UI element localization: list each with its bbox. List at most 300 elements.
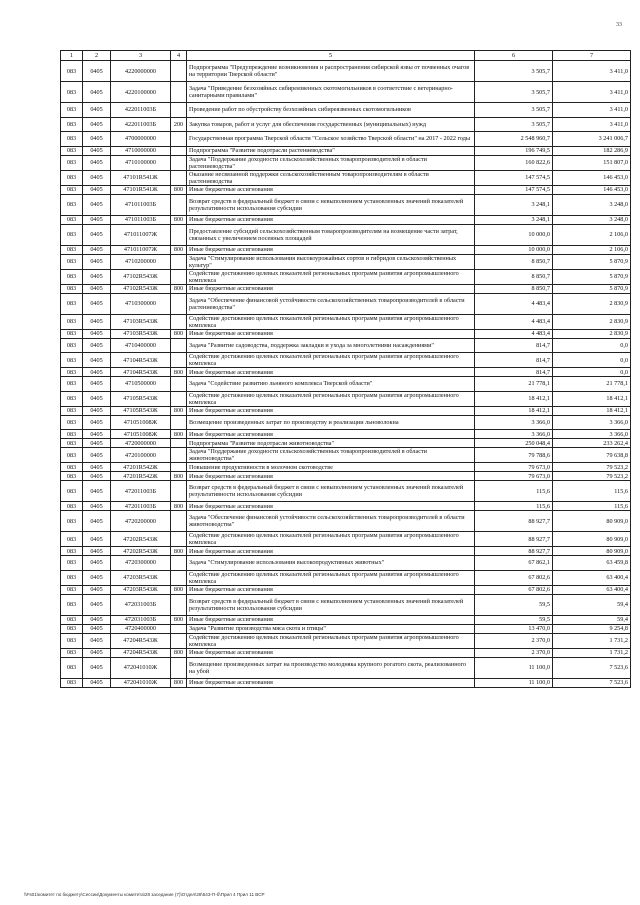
amount-col6-cell: 3 505,7	[475, 61, 553, 82]
amount-col6-cell: 79 673,0	[475, 472, 553, 481]
amount-col6-cell: 3 505,7	[475, 117, 553, 132]
item-name-cell: Содействие достижению целевых показателей региональных программ развития агропромышленного комплекса	[187, 391, 475, 406]
expense-type-code-cell: 800	[171, 472, 187, 481]
target-article-code-cell: 4710200000	[111, 254, 171, 269]
amount-col7-cell: 3 248,0	[553, 215, 631, 224]
section-code-cell: 0405	[83, 155, 111, 170]
table-row	[61, 648, 631, 657]
header-cell: 7	[553, 51, 631, 61]
item-name-cell: Задача "Приведение безхозяйных сибиреязвенных скотомогильников в соответствие с ветеринарно-санитарными правилами"	[187, 82, 475, 103]
ministry-code-cell: 083	[61, 415, 83, 430]
item-name-cell: Подпрограмма "Развитие подотрасли растениеводства"	[187, 146, 475, 155]
table-row	[61, 338, 631, 353]
expense-type-code-cell	[171, 61, 187, 82]
item-name-cell: Задача "Обеспечение финансовой устойчивости сельскохозяйственных товаропроизводителей в области животноводства"	[187, 511, 475, 532]
section-code-cell: 0405	[83, 615, 111, 624]
target-article-code-cell: 472041010Ж	[111, 678, 171, 687]
ministry-code-cell: 083	[61, 648, 83, 657]
ministry-code-cell: 083	[61, 556, 83, 571]
expense-type-code-cell: 800	[171, 245, 187, 254]
amount-col6-cell: 2 370,0	[475, 633, 553, 648]
amount-col7-cell: 63 400,4	[553, 585, 631, 594]
expense-type-code-cell	[171, 194, 187, 215]
amount-col6-cell: 196 749,5	[475, 146, 553, 155]
ministry-code-cell: 083	[61, 269, 83, 284]
expense-type-code-cell: 800	[171, 502, 187, 511]
target-article-code-cell: 4720100000	[111, 448, 171, 463]
ministry-code-cell: 083	[61, 245, 83, 254]
item-name-cell: Содействие достижению целевых показателей региональных программ развития агропромышленного комплекса	[187, 269, 475, 284]
item-name-cell: Содействие достижению целевых показателей региональных программ развития агропромышленного комплекса	[187, 353, 475, 368]
section-code-cell: 0405	[83, 648, 111, 657]
section-code-cell: 0405	[83, 439, 111, 448]
ministry-code-cell: 083	[61, 633, 83, 648]
item-name-cell: Иные бюджетные ассигнования	[187, 284, 475, 293]
table-row	[61, 624, 631, 633]
expense-type-code-cell	[171, 353, 187, 368]
expense-type-code-cell	[171, 146, 187, 155]
item-name-cell: Содействие достижению целевых показателей региональных программ развития агропромышленного комплекса	[187, 570, 475, 585]
header-cell: 4	[171, 51, 187, 61]
table-row	[61, 170, 631, 185]
item-name-cell: Подпрограмма "Развитие подотрасли животноводства"	[187, 439, 475, 448]
amount-col6-cell: 147 574,5	[475, 185, 553, 194]
target-article-code-cell: 471011003Б	[111, 194, 171, 215]
amount-col6-cell: 3 505,7	[475, 82, 553, 103]
header-cell: 2	[83, 51, 111, 61]
amount-col7-cell: 2 830,9	[553, 293, 631, 314]
expense-type-code-cell: 800	[171, 585, 187, 594]
amount-col6-cell: 4 483,4	[475, 314, 553, 329]
target-article-code-cell: 4710400000	[111, 338, 171, 353]
section-code-cell: 0405	[83, 194, 111, 215]
expense-type-code-cell	[171, 532, 187, 547]
amount-col7-cell: 3 241 006,7	[553, 132, 631, 147]
amount-col7-cell: 63 459,8	[553, 556, 631, 571]
section-code-cell: 0405	[83, 624, 111, 633]
ministry-code-cell: 083	[61, 511, 83, 532]
section-code-cell: 0405	[83, 594, 111, 615]
table-row	[61, 678, 631, 687]
target-article-code-cell: 47203R543Ж	[111, 570, 171, 585]
section-code-cell: 0405	[83, 472, 111, 481]
expense-type-code-cell	[171, 103, 187, 118]
table-row	[61, 155, 631, 170]
amount-col7-cell: 0,0	[553, 368, 631, 377]
header-cell: 5	[187, 51, 475, 61]
section-code-cell: 0405	[83, 368, 111, 377]
expense-type-code-cell	[171, 338, 187, 353]
table-row	[61, 146, 631, 155]
ministry-code-cell: 083	[61, 594, 83, 615]
target-article-code-cell: 471011007Ж	[111, 245, 171, 254]
expense-type-code-cell: 800	[171, 329, 187, 338]
target-article-code-cell: 47105R543Ж	[111, 406, 171, 415]
target-article-code-cell: 47103R543Ж	[111, 314, 171, 329]
amount-col6-cell: 4 483,4	[475, 329, 553, 338]
ministry-code-cell: 083	[61, 314, 83, 329]
table-row	[61, 502, 631, 511]
ministry-code-cell: 083	[61, 132, 83, 147]
table-row	[61, 472, 631, 481]
item-name-cell: Возмещение произведенных затрат на производство молодняка крупного рогатого скота, реализованного на убой	[187, 657, 475, 678]
amount-col7-cell: 21 778,1	[553, 377, 631, 392]
ministry-code-cell: 083	[61, 194, 83, 215]
table-row	[61, 103, 631, 118]
section-code-cell: 0405	[83, 82, 111, 103]
ministry-code-cell: 083	[61, 463, 83, 472]
target-article-code-cell: 47105R543Ж	[111, 391, 171, 406]
amount-col7-cell: 79 638,8	[553, 448, 631, 463]
amount-col6-cell: 115,6	[475, 481, 553, 502]
section-code-cell: 0405	[83, 170, 111, 185]
section-code-cell: 0405	[83, 585, 111, 594]
table-row	[61, 132, 631, 147]
amount-col6-cell: 814,7	[475, 338, 553, 353]
ministry-code-cell: 083	[61, 439, 83, 448]
section-code-cell: 0405	[83, 353, 111, 368]
amount-col7-cell: 233 262,4	[553, 439, 631, 448]
target-article-code-cell: 47104R543Ж	[111, 353, 171, 368]
table-row	[61, 224, 631, 245]
item-name-cell: Задача "Поддержание доходности сельскохозяйственных товаропроизводителей в области животноводства"	[187, 448, 475, 463]
expense-type-code-cell: 800	[171, 185, 187, 194]
expense-type-code-cell	[171, 314, 187, 329]
amount-col6-cell: 2 370,0	[475, 648, 553, 657]
expense-type-code-cell	[171, 132, 187, 147]
table-row	[61, 570, 631, 585]
amount-col7-cell: 63 400,4	[553, 570, 631, 585]
target-article-code-cell: 47202R543Ж	[111, 547, 171, 556]
table-row	[61, 430, 631, 439]
section-code-cell: 0405	[83, 391, 111, 406]
item-name-cell: Содействие достижению целевых показателей региональных программ развития агропромышленного комплекса	[187, 633, 475, 648]
target-article-code-cell: 4220000000	[111, 61, 171, 82]
table-row	[61, 511, 631, 532]
section-code-cell: 0405	[83, 502, 111, 511]
amount-col7-cell: 182 286,9	[553, 146, 631, 155]
ministry-code-cell: 083	[61, 481, 83, 502]
expense-type-code-cell	[171, 511, 187, 532]
table-row	[61, 61, 631, 82]
target-article-code-cell: 47204R543Ж	[111, 648, 171, 657]
amount-col7-cell: 80 909,0	[553, 532, 631, 547]
section-code-cell: 0405	[83, 511, 111, 532]
target-article-code-cell: 47204R543Ж	[111, 633, 171, 648]
section-code-cell: 0405	[83, 570, 111, 585]
section-code-cell: 0405	[83, 61, 111, 82]
target-article-code-cell: 47102R543Ж	[111, 284, 171, 293]
item-name-cell: Задача "Стимулирование использования высокопродуктивных животных"	[187, 556, 475, 571]
section-code-cell: 0405	[83, 314, 111, 329]
amount-col7-cell: 2 830,9	[553, 314, 631, 329]
section-code-cell: 0405	[83, 430, 111, 439]
expense-type-code-cell	[171, 594, 187, 615]
amount-col7-cell: 79 523,2	[553, 472, 631, 481]
item-name-cell: Иные бюджетные ассигнования	[187, 430, 475, 439]
table-row	[61, 391, 631, 406]
ministry-code-cell: 083	[61, 293, 83, 314]
ministry-code-cell: 083	[61, 377, 83, 392]
amount-col7-cell: 3 411,0	[553, 117, 631, 132]
amount-col6-cell: 160 822,6	[475, 155, 553, 170]
ministry-code-cell: 083	[61, 657, 83, 678]
target-article-code-cell: 472011003Б	[111, 481, 171, 502]
table-row	[61, 117, 631, 132]
ministry-code-cell: 083	[61, 547, 83, 556]
item-name-cell: Иные бюджетные ассигнования	[187, 472, 475, 481]
header-cell: 3	[111, 51, 171, 61]
amount-col7-cell: 3 366,0	[553, 430, 631, 439]
item-name-cell: Иные бюджетные ассигнования	[187, 648, 475, 657]
item-name-cell: Иные бюджетные ассигнования	[187, 215, 475, 224]
amount-col6-cell: 67 802,6	[475, 570, 553, 585]
expense-type-code-cell	[171, 293, 187, 314]
ministry-code-cell: 083	[61, 224, 83, 245]
expense-type-code-cell: 800	[171, 406, 187, 415]
item-name-cell: Иные бюджетные ассигнования	[187, 406, 475, 415]
ministry-code-cell: 083	[61, 185, 83, 194]
item-name-cell: Закупка товаров, работ и услуг для обеспечения государственных (муниципальных) нужд	[187, 117, 475, 132]
ministry-code-cell: 083	[61, 615, 83, 624]
amount-col6-cell: 3 366,0	[475, 430, 553, 439]
amount-col7-cell: 3 411,0	[553, 82, 631, 103]
ministry-code-cell: 083	[61, 532, 83, 547]
target-article-code-cell: 47203R543Ж	[111, 585, 171, 594]
item-name-cell: Задача "Стимулирование использования высокоурожайных сортов и гибридов сельскохозяйственных культур"	[187, 254, 475, 269]
section-code-cell: 0405	[83, 448, 111, 463]
expense-type-code-cell	[171, 463, 187, 472]
section-code-cell: 0405	[83, 254, 111, 269]
header-row	[61, 51, 631, 61]
section-code-cell: 0405	[83, 406, 111, 415]
ministry-code-cell: 083	[61, 338, 83, 353]
item-name-cell: Проведение работ по обустройству безхозяйных сибиреязвенных скотомогильников	[187, 103, 475, 118]
amount-col6-cell: 59,5	[475, 594, 553, 615]
amount-col7-cell: 3 411,0	[553, 103, 631, 118]
amount-col7-cell: 9 254,8	[553, 624, 631, 633]
table-row	[61, 532, 631, 547]
amount-col7-cell: 2 106,0	[553, 224, 631, 245]
amount-col6-cell: 59,5	[475, 615, 553, 624]
target-article-code-cell: 47104R543Ж	[111, 368, 171, 377]
file-path-footer: \\Fs01\комитет по бюджету\Сессии\Документы комитета\28 заседание (7)\Отдел\28\543-П-б\Прил 4 Прил 11 ВСР	[24, 892, 265, 897]
table-row	[61, 657, 631, 678]
target-article-code-cell: 47101R541Ж	[111, 185, 171, 194]
amount-col7-cell: 80 909,0	[553, 547, 631, 556]
target-article-code-cell: 4720000000	[111, 439, 171, 448]
section-code-cell: 0405	[83, 103, 111, 118]
ministry-code-cell: 083	[61, 117, 83, 132]
table-row	[61, 284, 631, 293]
item-name-cell: Подпрограмма "Предупреждение возникновения и распространения сибирской язвы от почвенных очагов на территории Тверской области"	[187, 61, 475, 82]
item-name-cell: Оказание несвязанной поддержки сельскохозяйственным товаропроизводителям в области растениеводства	[187, 170, 475, 185]
expense-type-code-cell	[171, 254, 187, 269]
expense-type-code-cell: 800	[171, 648, 187, 657]
amount-col6-cell: 67 862,1	[475, 556, 553, 571]
ministry-code-cell: 083	[61, 284, 83, 293]
section-code-cell: 0405	[83, 329, 111, 338]
amount-col6-cell: 250 048,4	[475, 439, 553, 448]
section-code-cell: 0405	[83, 415, 111, 430]
target-article-code-cell: 47101R541Ж	[111, 170, 171, 185]
amount-col6-cell: 8 850,7	[475, 284, 553, 293]
item-name-cell: Государственная программа Тверской области "Сельское хозяйство Тверской области" на 2017 - 2022 годы	[187, 132, 475, 147]
table-row	[61, 615, 631, 624]
section-code-cell: 0405	[83, 556, 111, 571]
section-code-cell: 0405	[83, 215, 111, 224]
table-row	[61, 194, 631, 215]
section-code-cell: 0405	[83, 678, 111, 687]
header-cell: 1	[61, 51, 83, 61]
item-name-cell: Иные бюджетные ассигнования	[187, 245, 475, 254]
target-article-code-cell: 4710500000	[111, 377, 171, 392]
expense-type-code-cell: 800	[171, 430, 187, 439]
item-name-cell: Повышение продуктивности в молочном скотоводстве	[187, 463, 475, 472]
expense-type-code-cell	[171, 481, 187, 502]
target-article-code-cell: 422011003Б	[111, 117, 171, 132]
expense-type-code-cell	[171, 377, 187, 392]
section-code-cell: 0405	[83, 185, 111, 194]
amount-col7-cell: 7 523,6	[553, 678, 631, 687]
amount-col7-cell: 2 830,9	[553, 329, 631, 338]
table-row	[61, 594, 631, 615]
table-row	[61, 463, 631, 472]
target-article-code-cell: 4710300000	[111, 293, 171, 314]
table-row	[61, 254, 631, 269]
amount-col6-cell: 67 802,6	[475, 585, 553, 594]
table-row	[61, 329, 631, 338]
amount-col6-cell: 18 412,1	[475, 406, 553, 415]
expense-type-code-cell: 200	[171, 117, 187, 132]
table-row	[61, 547, 631, 556]
ministry-code-cell: 083	[61, 215, 83, 224]
ministry-code-cell: 083	[61, 170, 83, 185]
expense-type-code-cell: 800	[171, 615, 187, 624]
amount-col6-cell: 10 000,0	[475, 224, 553, 245]
table-row	[61, 314, 631, 329]
target-article-code-cell: 472011003Б	[111, 502, 171, 511]
amount-col6-cell: 79 788,6	[475, 448, 553, 463]
table-row	[61, 245, 631, 254]
expense-type-code-cell: 800	[171, 215, 187, 224]
amount-col7-cell: 59,4	[553, 615, 631, 624]
ministry-code-cell: 083	[61, 61, 83, 82]
item-name-cell: Иные бюджетные ассигнования	[187, 678, 475, 687]
expense-type-code-cell	[171, 624, 187, 633]
table-row	[61, 406, 631, 415]
target-article-code-cell: 4720300000	[111, 556, 171, 571]
item-name-cell: Возврат средств в федеральный бюджет в связи с невыполнением установленных значений показателей результативности использования субсидии	[187, 194, 475, 215]
amount-col6-cell: 11 100,0	[475, 678, 553, 687]
table-row	[61, 633, 631, 648]
amount-col7-cell: 3 366,0	[553, 415, 631, 430]
amount-col7-cell: 79 523,2	[553, 463, 631, 472]
amount-col7-cell: 3 248,0	[553, 194, 631, 215]
header-cell: 6	[475, 51, 553, 61]
target-article-code-cell: 47102R543Ж	[111, 269, 171, 284]
ministry-code-cell: 083	[61, 472, 83, 481]
target-article-code-cell: 4720400000	[111, 624, 171, 633]
expense-type-code-cell	[171, 415, 187, 430]
section-code-cell: 0405	[83, 532, 111, 547]
amount-col6-cell: 21 778,1	[475, 377, 553, 392]
target-article-code-cell: 47201R542Ж	[111, 472, 171, 481]
amount-col6-cell: 147 574,5	[475, 170, 553, 185]
target-article-code-cell: 472041010Ж	[111, 657, 171, 678]
amount-col7-cell: 18 412,1	[553, 406, 631, 415]
budget-table	[60, 50, 631, 688]
amount-col7-cell: 5 870,9	[553, 254, 631, 269]
section-code-cell: 0405	[83, 224, 111, 245]
item-name-cell: Иные бюджетные ассигнования	[187, 502, 475, 511]
ministry-code-cell: 083	[61, 406, 83, 415]
section-code-cell: 0405	[83, 269, 111, 284]
expense-type-code-cell	[171, 556, 187, 571]
ministry-code-cell: 083	[61, 103, 83, 118]
expense-type-code-cell	[171, 633, 187, 648]
amount-col6-cell: 8 850,7	[475, 269, 553, 284]
table-row	[61, 481, 631, 502]
ministry-code-cell: 083	[61, 585, 83, 594]
target-article-code-cell: 4220100000	[111, 82, 171, 103]
amount-col6-cell: 3 248,1	[475, 215, 553, 224]
table-row	[61, 293, 631, 314]
expense-type-code-cell	[171, 439, 187, 448]
table-row	[61, 82, 631, 103]
ministry-code-cell: 083	[61, 678, 83, 687]
amount-col7-cell: 1 731,2	[553, 633, 631, 648]
amount-col7-cell: 1 731,2	[553, 648, 631, 657]
expense-type-code-cell	[171, 570, 187, 585]
target-article-code-cell: 471011003Б	[111, 215, 171, 224]
amount-col6-cell: 8 850,7	[475, 254, 553, 269]
ministry-code-cell: 083	[61, 329, 83, 338]
amount-col7-cell: 18 412,1	[553, 391, 631, 406]
expense-type-code-cell	[171, 657, 187, 678]
amount-col7-cell: 146 453,0	[553, 170, 631, 185]
expense-type-code-cell	[171, 82, 187, 103]
item-name-cell: Иные бюджетные ассигнования	[187, 185, 475, 194]
amount-col6-cell: 88 927,7	[475, 547, 553, 556]
item-name-cell: Задача "Развитие производства мяса скота и птицы"	[187, 624, 475, 633]
table-row	[61, 269, 631, 284]
target-article-code-cell: 422011003Б	[111, 103, 171, 118]
section-code-cell: 0405	[83, 284, 111, 293]
target-article-code-cell: 4700000000	[111, 132, 171, 147]
amount-col6-cell: 115,6	[475, 502, 553, 511]
ministry-code-cell: 083	[61, 430, 83, 439]
expense-type-code-cell: 800	[171, 547, 187, 556]
amount-col6-cell: 88 927,7	[475, 532, 553, 547]
ministry-code-cell: 083	[61, 146, 83, 155]
ministry-code-cell: 083	[61, 353, 83, 368]
item-name-cell: Возмещение произведенных затрат по производству и реализации льноволокна	[187, 415, 475, 430]
amount-col7-cell: 0,0	[553, 338, 631, 353]
target-article-code-cell: 47202R543Ж	[111, 532, 171, 547]
item-name-cell: Предоставление субсидий сельскохозяйственным товаропроизводителям на возмещение части затрат, связанных с увеличением посевных площадей	[187, 224, 475, 245]
amount-col7-cell: 3 411,0	[553, 61, 631, 82]
ministry-code-cell: 083	[61, 448, 83, 463]
amount-col6-cell: 814,7	[475, 368, 553, 377]
item-name-cell: Иные бюджетные ассигнования	[187, 329, 475, 338]
target-article-code-cell: 471011007Ж	[111, 224, 171, 245]
section-code-cell: 0405	[83, 293, 111, 314]
amount-col7-cell: 80 909,0	[553, 511, 631, 532]
amount-col7-cell: 151 807,0	[553, 155, 631, 170]
section-code-cell: 0405	[83, 338, 111, 353]
expense-type-code-cell	[171, 170, 187, 185]
